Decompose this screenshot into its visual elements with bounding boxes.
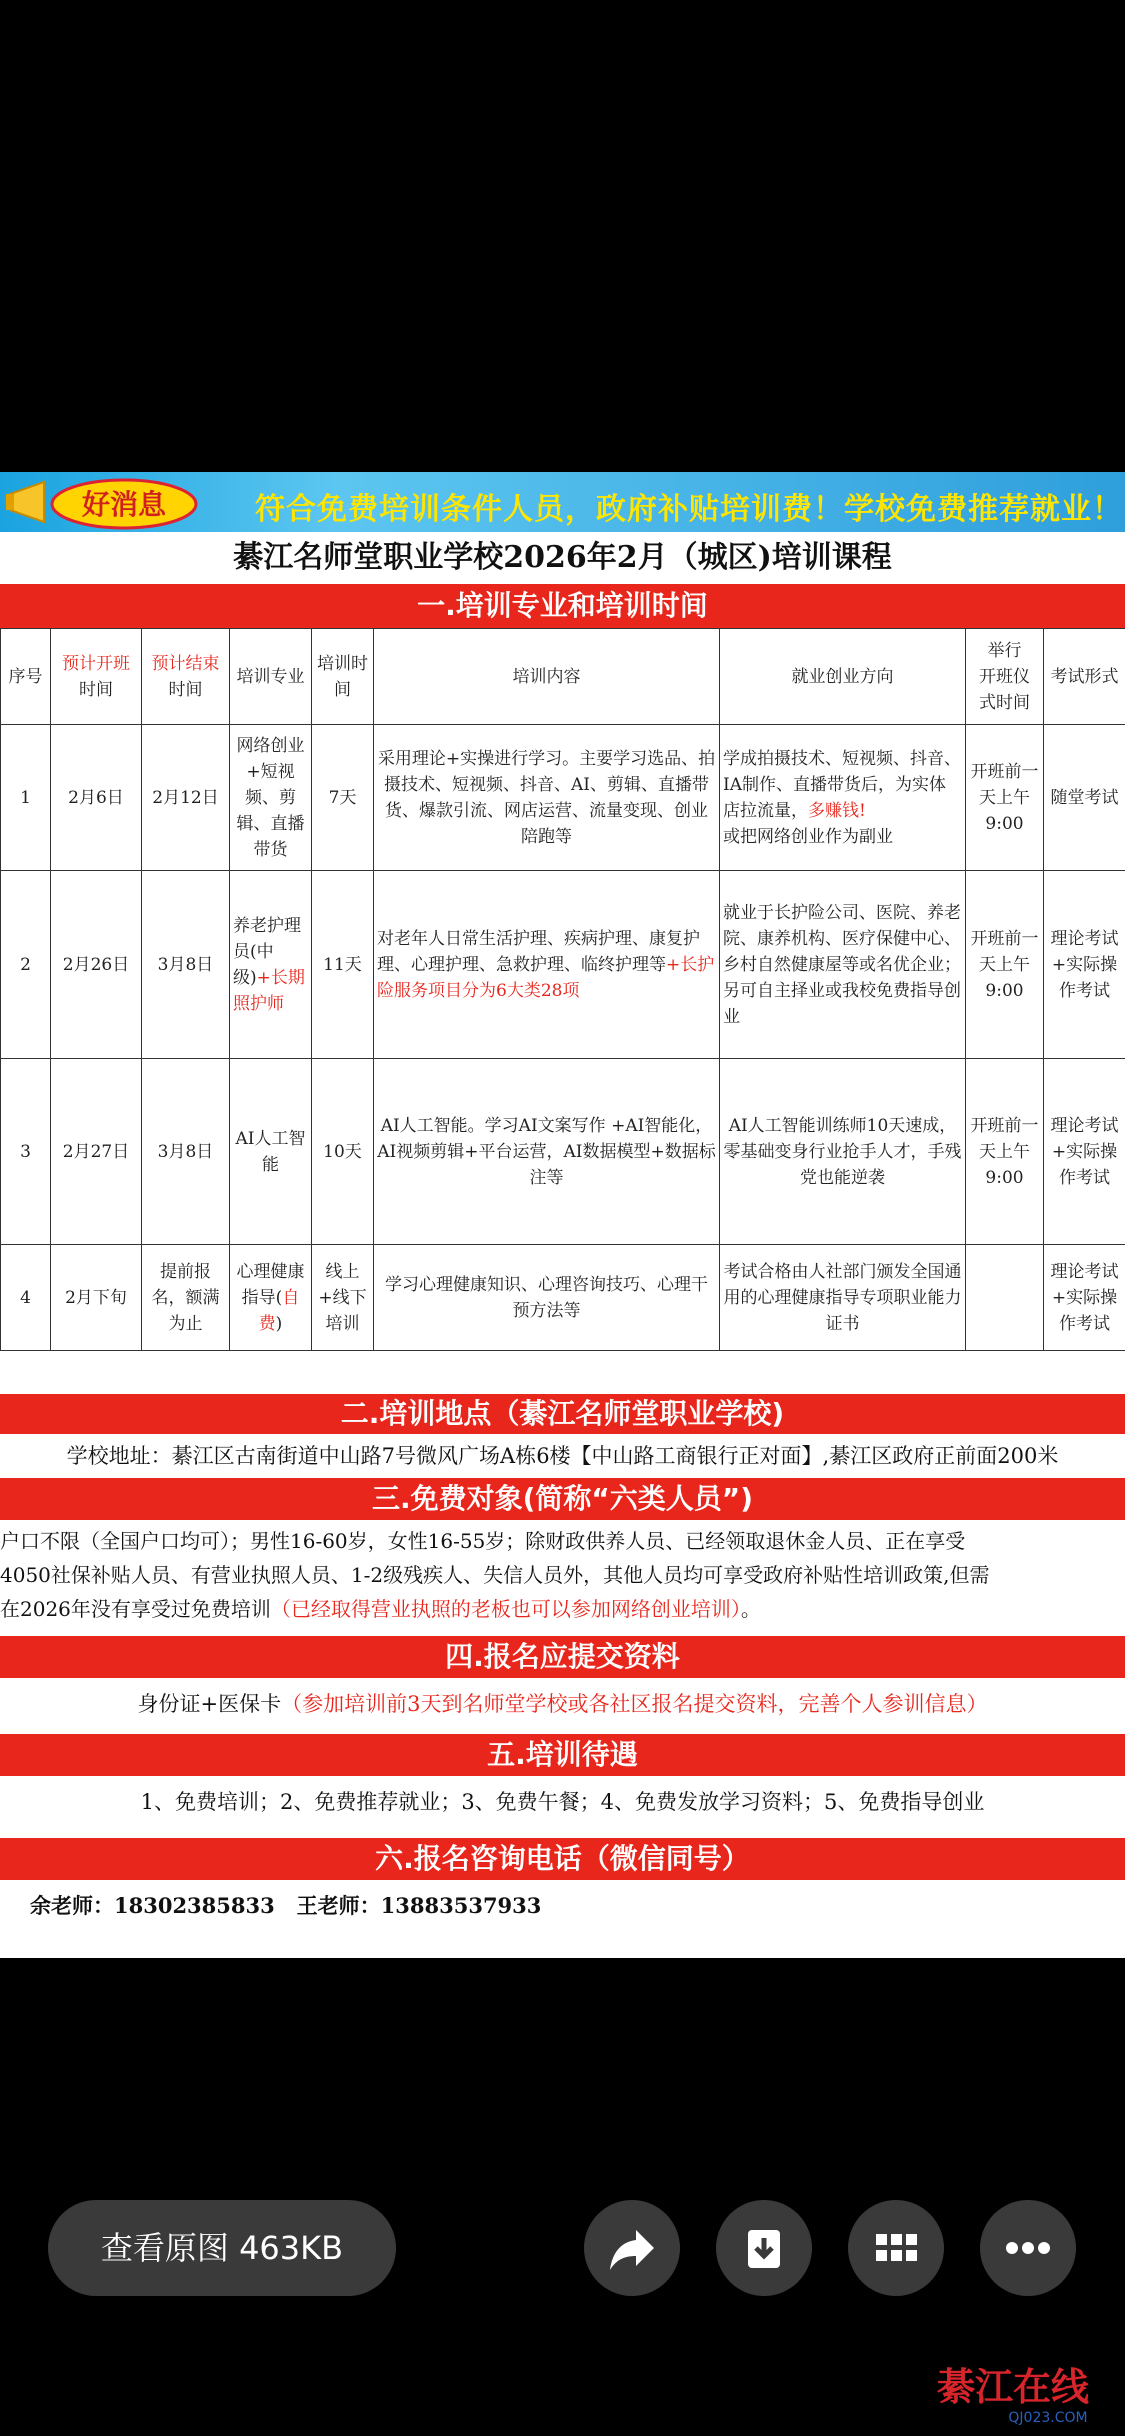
row-start: 2月6日 [51, 725, 142, 871]
header-end: 预计结束 时间 [142, 629, 230, 725]
row-end: 3月8日 [142, 871, 230, 1059]
download-button[interactable] [716, 2200, 812, 2296]
eligibility-text [0, 1524, 1125, 1626]
row-ceremony: 开班前一天上午9:00 [966, 1059, 1044, 1245]
section-2-header: 二.培训地点（綦江名师堂职业学校) [0, 1394, 1125, 1434]
section-6-header: 六.报名咨询电话（微信同号） [0, 1838, 1125, 1880]
row-major: AI人工智能 [230, 1059, 312, 1245]
row-ceremony: 开班前一天上午9:00 [966, 725, 1044, 871]
row-start: 2月26日 [51, 871, 142, 1059]
contact-phones: 余老师：18302385833 王老师：13883537933 [30, 1893, 542, 1918]
row-ceremony [966, 1245, 1044, 1351]
table-row [1, 871, 1125, 1059]
table-header-row [1, 629, 1125, 725]
section-1-header: 一.培训专业和培训时间 [0, 584, 1125, 628]
row-start: 2月27日 [51, 1059, 142, 1245]
row-content: AI人工智能。学习AI文案写作 +AI智能化，AI视频剪辑+平台运营，AI数据模型+数据标注等 [374, 1059, 720, 1245]
header-career: 就业创业方向 [720, 629, 966, 725]
good-news-banner [0, 472, 1125, 532]
header-no: 序号 [1, 629, 51, 725]
megaphone-badge-icon [4, 474, 204, 530]
row-end: 2月12日 [142, 725, 230, 871]
share-icon [584, 2200, 680, 2296]
row-major: 养老护理员(中级)+长期照护师 [230, 871, 312, 1059]
benefits-text: 1、免费培训；2、免费推荐就业；3、免费午餐；4、免费发放学习资料；5、免费指导创业 [140, 1790, 985, 1814]
row-no: 1 [1, 725, 51, 871]
row-no: 3 [1, 1059, 51, 1245]
poster-title: 綦江名师堂职业学校2026年2月（城区)培训课程 [233, 540, 892, 575]
row-content: 对老年人日常生活护理、疾病护理、康复护理、心理护理、急救护理、临终护理等+长护险服务项目分为6大类28项 [374, 871, 720, 1059]
row-exam: 理论考试+实际操作考试 [1044, 871, 1125, 1059]
header-major: 培训专业 [230, 629, 312, 725]
row-major: 心理健康指导(自费) [230, 1245, 312, 1351]
row-start: 2月下旬 [51, 1245, 142, 1351]
row-exam: 理论考试+实际操作考试 [1044, 1059, 1125, 1245]
row-content: 学习心理健康知识、心理咨询技巧、心理干预方法等 [374, 1245, 720, 1351]
section-5-header: 五.培训待遇 [0, 1734, 1125, 1776]
watermark-sub: QJ023.COM [1008, 2410, 1088, 2426]
row-no: 2 [1, 871, 51, 1059]
table-row [1, 1059, 1125, 1245]
watermark-main: 綦江在线 [936, 2364, 1090, 2409]
row-major: 网络创业+短视频、剪辑、直播带货 [230, 725, 312, 871]
row-exam: 随堂考试 [1044, 725, 1125, 871]
site-watermark-logo [908, 2360, 1118, 2430]
header-ceremony: 举行 开班仪 式时间 [966, 629, 1044, 725]
row-content: 采用理论+实操进行学习。主要学习选品、拍摄技术、短视频、抖音、AI、剪辑、直播带货、爆款引流、网店运营、流量变现、创业陪跑等 [374, 725, 720, 871]
materials-text: 身份证+医保卡（参加培训前3天到名师堂学校或各社区报名提交资料，完善个人参训信息） [137, 1692, 988, 1716]
row-career: AI人工智能训练师10天速成，零基础变身行业抢手人才，手残党也能逆袭 [720, 1059, 966, 1245]
course-poster [0, 472, 1125, 1958]
more-button[interactable] [980, 2200, 1076, 2296]
header-content: 培训内容 [374, 629, 720, 725]
row-duration: 线上+线下培训 [312, 1245, 374, 1351]
section-4-header: 四.报名应提交资料 [0, 1636, 1125, 1678]
eligibility-line: 4050社保补贴人员、有营业执照人员、1-2级残疾人、失信人员外，其他人员均可享受政府补贴性培训政策,但需 [0, 1563, 990, 1587]
course-table [0, 628, 1125, 1351]
table-row [1, 1245, 1125, 1351]
row-exam: 理论考试+实际操作考试 [1044, 1245, 1125, 1351]
eligibility-line: 在2026年没有享受过免费培训（已经取得营业执照的老板也可以参加网络创业培训）。 [0, 1597, 761, 1621]
row-no: 4 [1, 1245, 51, 1351]
header-duration: 培训时 间 [312, 629, 374, 725]
row-duration: 10天 [312, 1059, 374, 1245]
table-row [1, 725, 1125, 871]
download-icon [716, 2200, 812, 2296]
image-viewer-toolbar [0, 2180, 1125, 2310]
row-ceremony: 开班前一天上午9:00 [966, 871, 1044, 1059]
section-3-header: 三.免费对象(简称“六类人员”) [0, 1478, 1125, 1520]
grid-icon [848, 2200, 944, 2296]
more-icon [980, 2200, 1076, 2296]
header-exam: 考试形式 [1044, 629, 1125, 725]
row-end: 3月8日 [142, 1059, 230, 1245]
row-career: 就业于长护险公司、医院、养老院、康养机构、医疗保健中心、乡村自然健康屋等或名优企业；另可自主择业或我校免费指导创业 [720, 871, 966, 1059]
banner-slogan: 符合免费培训条件人员，政府补贴培训费！学校免费推荐就业！ [255, 492, 1123, 527]
view-original-button[interactable]: 查看原图 463KB [48, 2200, 396, 2296]
grid-button[interactable] [848, 2200, 944, 2296]
row-duration: 11天 [312, 871, 374, 1059]
share-button[interactable] [584, 2200, 680, 2296]
badge-label: 好消息 [81, 488, 167, 521]
header-start: 预计开班 时间 [51, 629, 142, 725]
row-end: 提前报名，额满为止 [142, 1245, 230, 1351]
eligibility-line: 户口不限（全国户口均可）；男性16-60岁，女性16-55岁；除财政供养人员、已经领取退休金人员、正在享受 [0, 1529, 966, 1553]
school-address: 学校地址：綦江区古南街道中山路7号微风广场A栋6楼【中山路工商银行正对面】,綦江区政府正前面200米 [66, 1444, 1059, 1468]
row-duration: 7天 [312, 725, 374, 871]
row-career: 考试合格由人社部门颁发全国通用的心理健康指导专项职业能力证书 [720, 1245, 966, 1351]
row-career: 学成拍摄技术、短视频、抖音、IA制作、直播带货后，为实体店拉流量，多赚钱! 或把网络创业作为副业 [720, 725, 966, 871]
